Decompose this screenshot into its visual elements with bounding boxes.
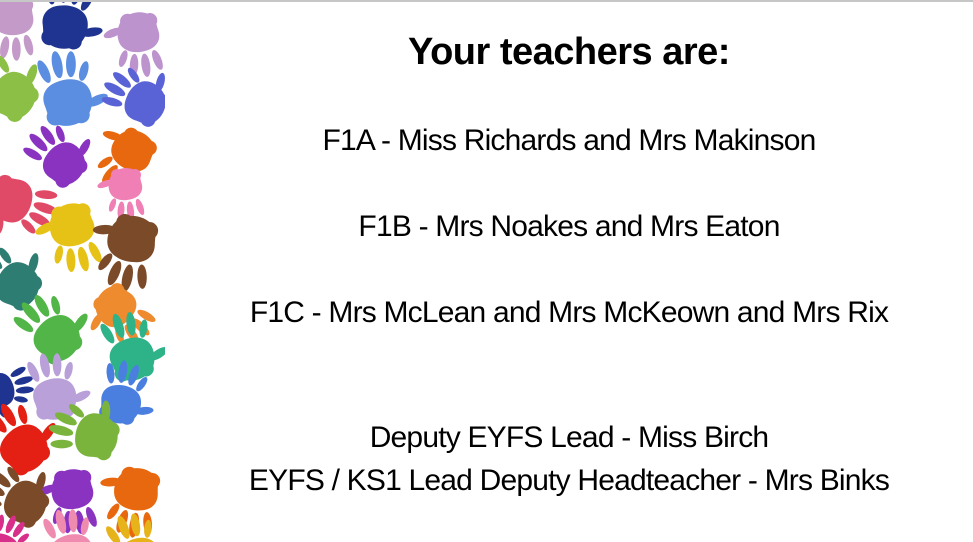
lead-line-deputy-eyfs: Deputy EYFS Lead - Miss Birch [369, 421, 769, 454]
lead-line-eyfs-ks1-head: EYFS / KS1 Lead Deputy Headteacher - Mrs Binks [248, 464, 890, 497]
class-line-f1c: F1C - Mrs McLean and Mrs McKeown and Mrs Rix [249, 296, 889, 329]
leads-block [165, 416, 973, 502]
class-line-f1a: F1A - Miss Richards and Mrs Makinson [322, 124, 816, 157]
handprint-icon [24, 348, 94, 422]
page-title: Your teachers are: [408, 31, 730, 73]
handprint-icon [40, 503, 112, 542]
handprints-collage-icon [0, 2, 165, 542]
handprint-icon [102, 11, 165, 79]
slide-content [165, 2, 973, 542]
handprint-icon [0, 2, 40, 63]
handprint-icon [33, 2, 112, 55]
handprint-icon [34, 46, 112, 128]
class-line-f1b: F1B - Mrs Noakes and Mrs Eaton [358, 210, 780, 243]
handprints-sidebar [0, 2, 165, 542]
